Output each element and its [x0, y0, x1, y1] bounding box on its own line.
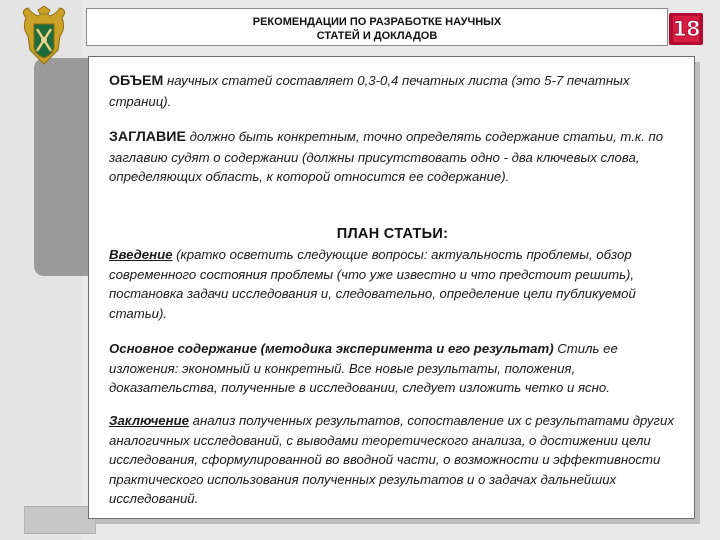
title-lead: ЗАГЛАВИЕ: [109, 129, 186, 145]
title-text: должно быть конкретным, точно определять содержание статьи, т.к. по заглавию судят о содержании (должны присутствовать одно - два ключевых слова, определяющих область, к которой относится ее содержание).: [109, 129, 664, 184]
intro-paragraph: [109, 245, 681, 323]
volume-paragraph: [109, 71, 681, 111]
content-panel: [88, 56, 695, 519]
conclusion-text: анализ полученных результатов, сопоставление их с результатами других аналогичных исследований, с выводами теоретического анализа, о достижении цели исследования, сформулированной во вводной части, о возможности и эффективности практического использования полученных результатов и о задачах дальнейших исследований.: [109, 413, 674, 506]
intro-text: (кратко осветить следующие вопросы: актуальность проблемы, обзор современного состояния проблемы (что уже известно и что предстоит решить), постановка задачи исследования и, следовательно, определение цели публикуемой статьи).: [109, 247, 636, 321]
coat-of-arms-emblem: [18, 6, 70, 68]
slide-number: 18: [672, 17, 700, 41]
header-line-1: РЕКОМЕНДАЦИИ ПО РАЗРАБОТКЕ НАУЧНЫХ: [252, 16, 502, 28]
conclusion-paragraph: [109, 411, 681, 509]
slide-number-badge: [668, 12, 704, 46]
title-paragraph: [109, 127, 681, 187]
conclusion-lead: Заключение: [109, 413, 189, 428]
decor-corner: [24, 506, 96, 534]
volume-text: научных статей составляет 0,3-0,4 печатных листа (это 5-7 печатных страниц).: [109, 73, 630, 109]
main-lead: Основное содержание (методика эксперимента и его результат): [109, 341, 554, 356]
plan-heading: ПЛАН СТАТЬИ:: [336, 226, 449, 242]
intro-lead: Введение: [109, 247, 173, 262]
header-line-2: СТАТЕЙ И ДОКЛАДОВ: [316, 30, 438, 42]
slide-header: [86, 8, 668, 46]
main-paragraph: [109, 339, 681, 398]
volume-lead: ОБЪЕМ: [109, 73, 164, 89]
main-text: Стиль ее изложения: экономный и конкретный. Все новые результаты, положения, доказательства, полученные в исследовании, следует изложить четко и ясно.: [109, 341, 618, 395]
